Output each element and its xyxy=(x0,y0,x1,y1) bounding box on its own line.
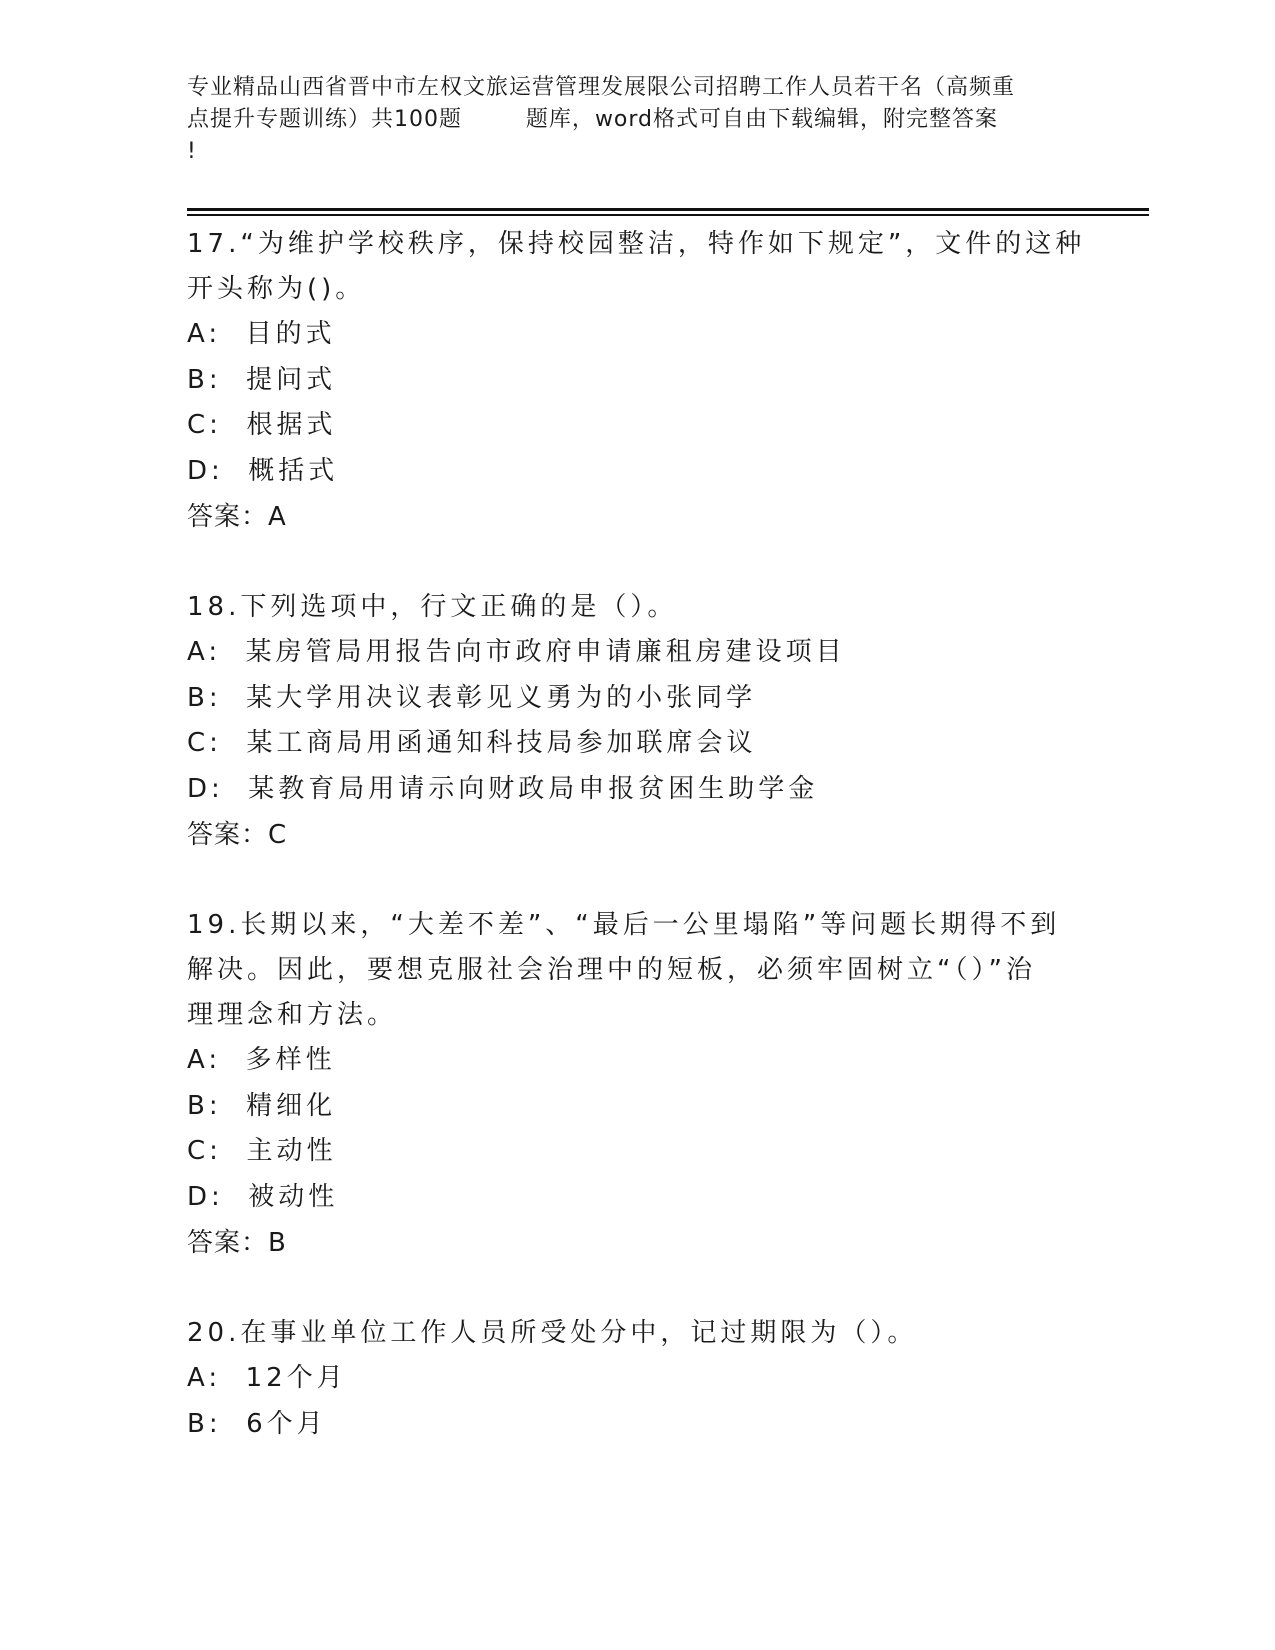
option-b: B: 某大学用决议表彰见义勇为的小张同学 xyxy=(187,682,757,713)
option-a: A: 多样性 xyxy=(187,1045,336,1075)
question-text-line: 解决。因此，要想克服社会治理中的短板，必须牢固树立“（）”治 xyxy=(187,955,1036,985)
option-d: D: 概括式 xyxy=(187,455,339,486)
question-spacer xyxy=(187,540,1087,585)
question-text-line: 18.下列选项中，行文正确的是（）。 xyxy=(187,592,678,622)
option-d: D: 被动性 xyxy=(187,1181,339,1212)
option-b: B: 6个月 xyxy=(187,1408,327,1439)
question-18 xyxy=(187,585,1087,858)
option-a: A: 12个月 xyxy=(187,1363,347,1393)
option-c: C: 主动性 xyxy=(187,1136,337,1166)
option-d: D: 某教育局用请示向财政局申报贫困生助学金 xyxy=(187,773,819,804)
question-text-line: 理理念和方法。 xyxy=(187,1000,398,1030)
question-text-line: 19.长期以来，“大差不差”、“最后一公里塌陷”等问题长期得不到 xyxy=(187,910,1061,940)
question-text xyxy=(187,222,1087,312)
header-divider-thick xyxy=(187,208,1149,211)
question-text-line: 17.“为维护学校秩序，保持校园整洁，特作如下规定”，文件的这种 xyxy=(187,229,1086,259)
answer-line: 答案：B xyxy=(187,1228,287,1258)
answer-line: 答案：C xyxy=(187,820,288,850)
answer-line: 答案：A xyxy=(187,502,287,532)
option-c: C: 根据式 xyxy=(187,410,337,440)
option-a: A: 某房管局用报告向市政府申请廉租房建设项目 xyxy=(187,637,846,667)
header-line-1: 专业精品山西省晋中市左权文旅运营管理发展限公司招聘工作人员若干名（高频重 xyxy=(187,75,1016,100)
question-spacer xyxy=(187,858,1087,903)
question-text-line: 开头称为()。 xyxy=(187,274,366,304)
question-text xyxy=(187,585,1087,630)
question-text xyxy=(187,1311,1087,1356)
option-b: B: 提问式 xyxy=(187,364,337,395)
question-17 xyxy=(187,222,1087,540)
option-b: B: 精细化 xyxy=(187,1090,337,1121)
question-list xyxy=(187,222,1087,1447)
option-c: C: 某工商局用函通知科技局参加联席会议 xyxy=(187,728,757,758)
question-19 xyxy=(187,903,1087,1266)
option-a: A: 目的式 xyxy=(187,319,336,349)
header-line-2: 点提升专题训练）共100题 题库，word格式可自由下载编辑，附完整答案 xyxy=(187,107,999,132)
question-text xyxy=(187,903,1087,1038)
header-divider-thin xyxy=(187,214,1149,216)
question-text-line: 20.在事业单位工作人员所受处分中，记过期限为（）。 xyxy=(187,1318,918,1348)
question-spacer xyxy=(187,1266,1087,1311)
header-line-3: ! xyxy=(187,139,197,164)
question-20 xyxy=(187,1311,1087,1447)
document-header xyxy=(187,72,1087,168)
